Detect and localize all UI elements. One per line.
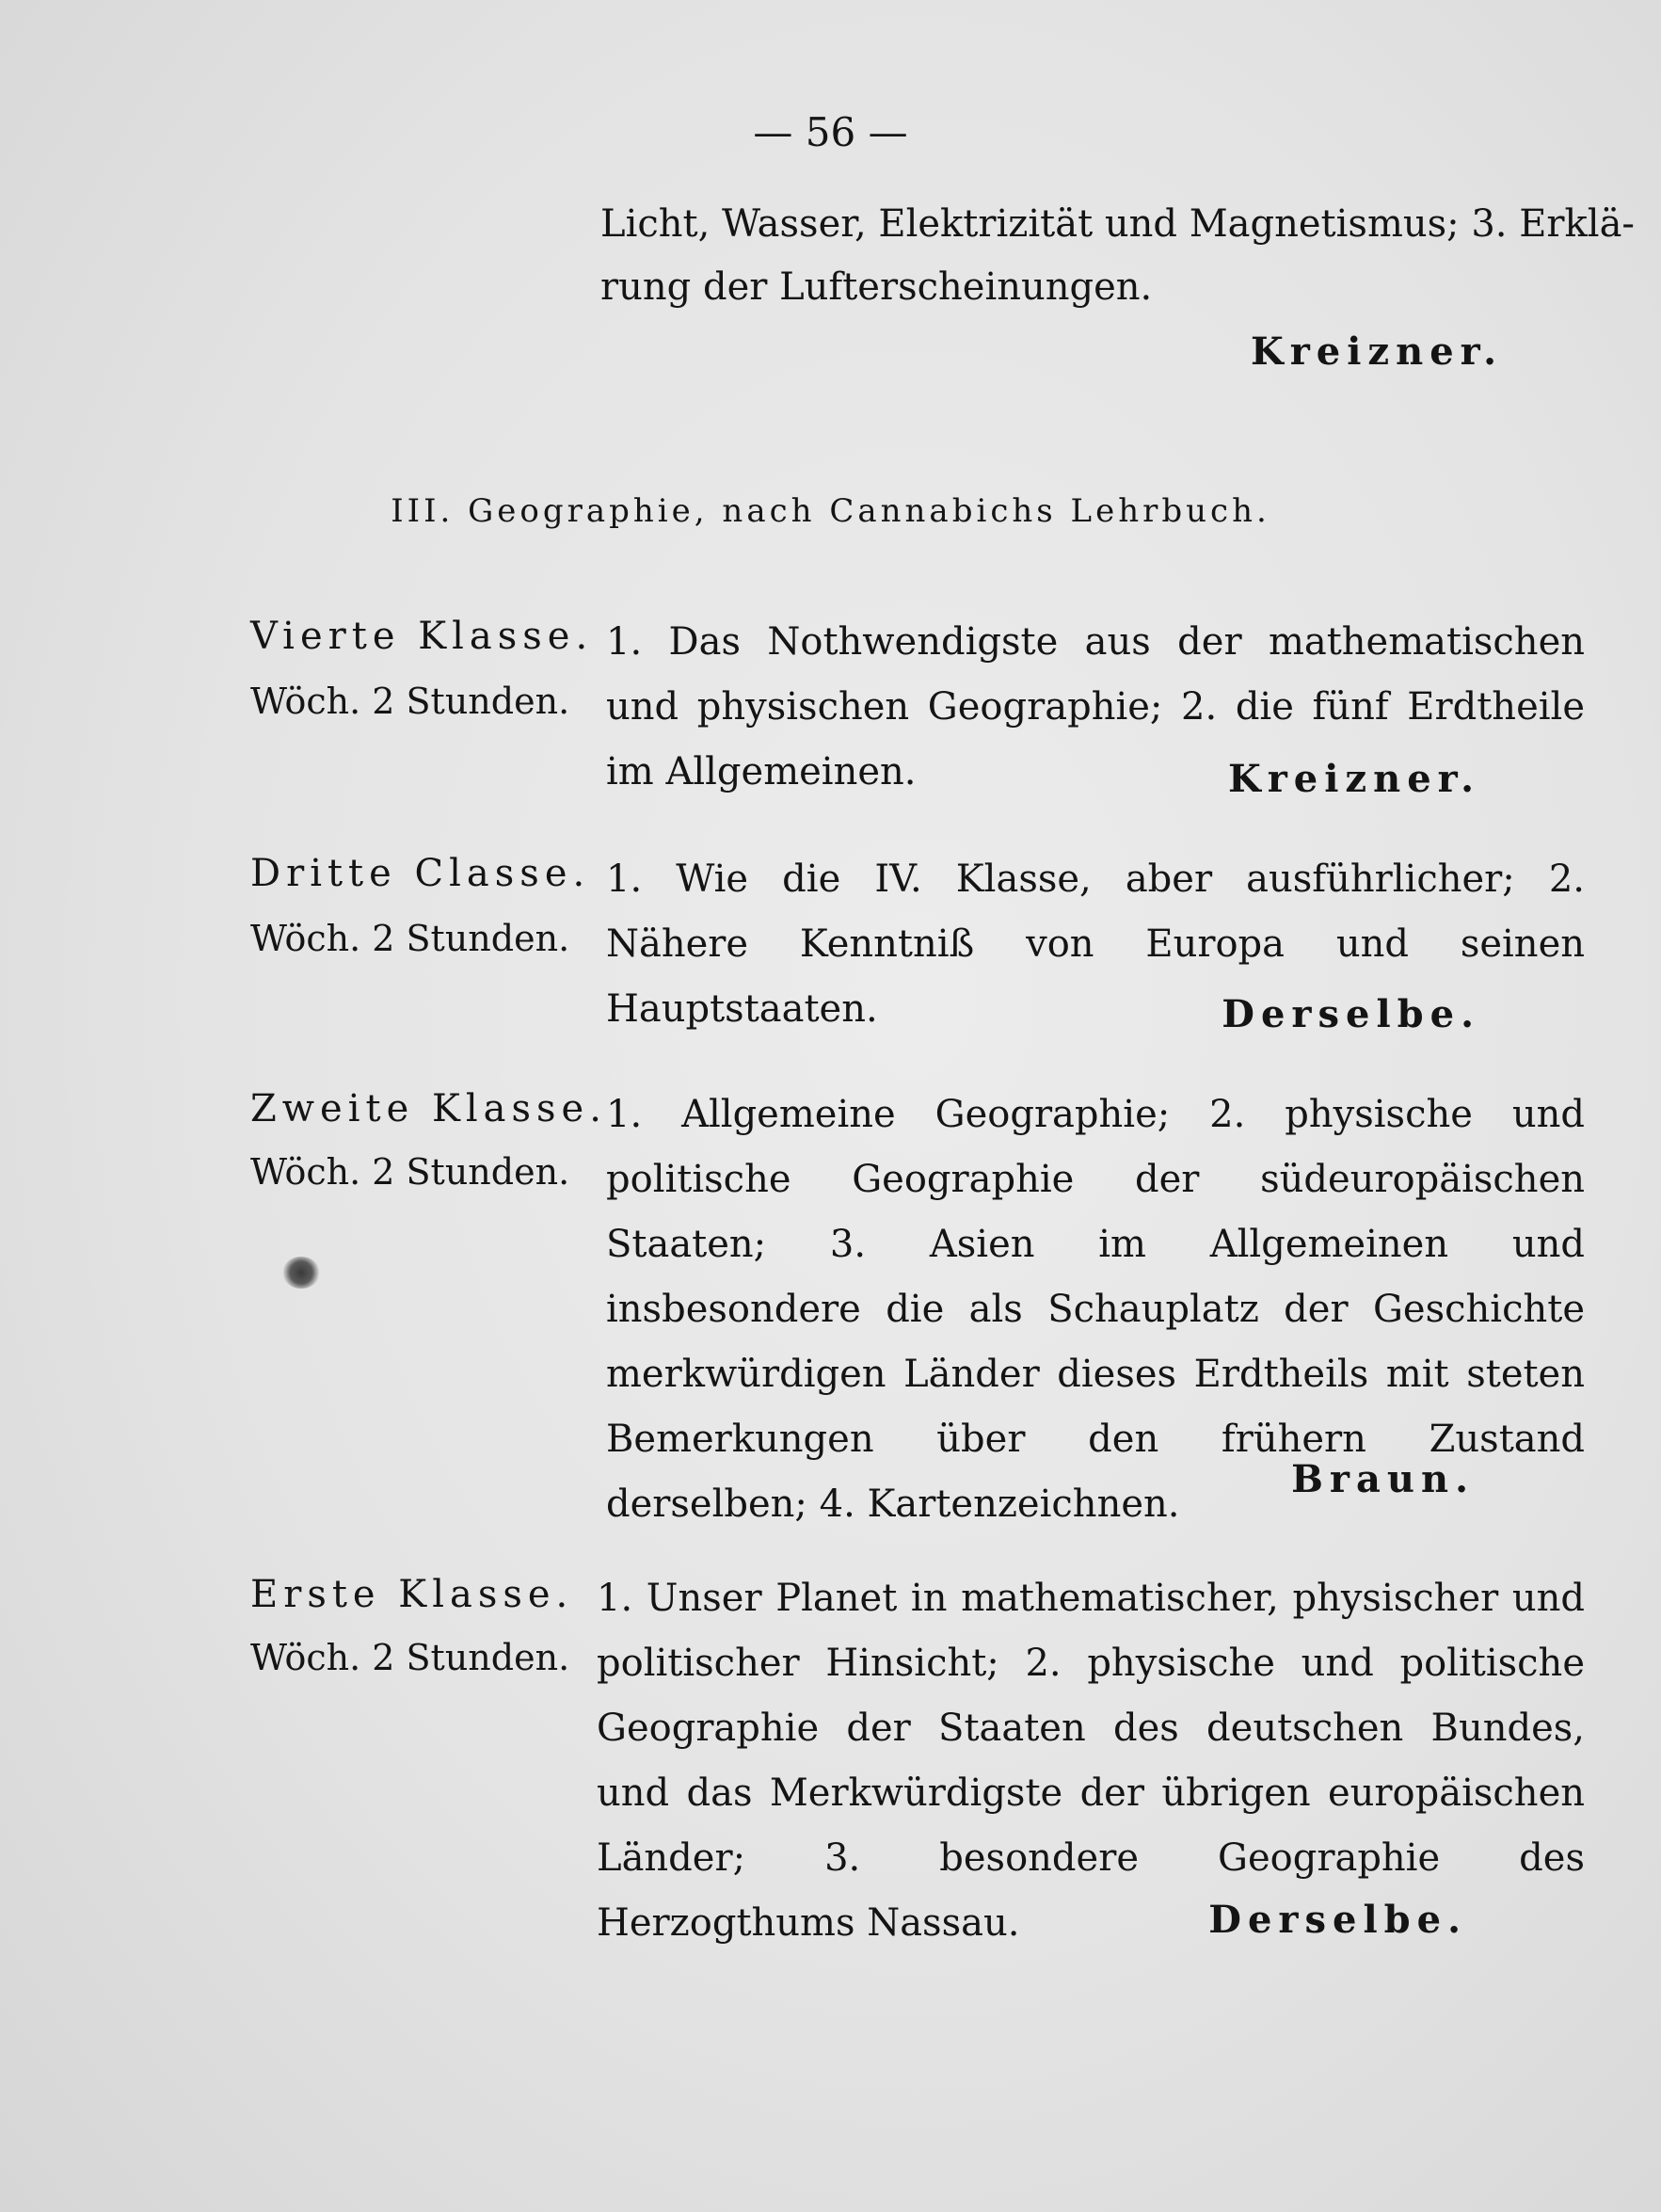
continuation-line-1: Licht, Wasser, Elektrizität und Magnetismus; 3. Erklä- bbox=[600, 202, 1635, 246]
entry-description-erste: 1. Unser Planet in mathematischer, physischer und politischer Hinsicht; 2. physische und politische Geographie der Staaten des deutschen Bundes, und das Merkwürdigste der übrigen europäischen Länder; 3. besondere Geographie des Herzogthums Nassau. bbox=[597, 1577, 1585, 1945]
entry-stunden-vierte: Wöch. 2 Stunden. bbox=[250, 681, 570, 722]
entry-teacher-dritte: Derselbe. bbox=[1222, 992, 1480, 1036]
ink-blot bbox=[282, 1257, 320, 1289]
entry-stunden-erste: Wöch. 2 Stunden. bbox=[250, 1637, 570, 1678]
entry-description-vierte: 1. Das Nothwendigste aus der mathematischen und physischen Geographie; 2. die fünf Erdtheile im Allgemeinen. bbox=[606, 620, 1585, 793]
entry-description-dritte: 1. Wie die IV. Klasse, aber ausführlicher; 2. Nähere Kenntniß von Europa und seinen Hauptstaaten. bbox=[606, 858, 1585, 1031]
entry-klasse-dritte: Dritte Classe. bbox=[250, 852, 591, 895]
continuation-signature: Kreizner. bbox=[1250, 329, 1503, 374]
continuation-line-2: rung der Lufterscheinungen. bbox=[600, 265, 1153, 309]
entry-teacher-zweite: Braun. bbox=[1291, 1457, 1475, 1501]
entry-stunden-dritte: Wöch. 2 Stunden. bbox=[250, 918, 570, 959]
entry-klasse-zweite: Zweite Klasse. bbox=[250, 1087, 607, 1130]
entry-klasse-vierte: Vierte Klasse. bbox=[250, 615, 594, 658]
entry-klasse-erste: Erste Klasse. bbox=[250, 1573, 574, 1616]
section-heading: III. Geographie, nach Cannabichs Lehrbuch. bbox=[391, 492, 1270, 530]
page-number: — 56 — bbox=[753, 109, 908, 155]
entry-teacher-vierte: Kreizner. bbox=[1227, 757, 1480, 801]
entry-description-zweite: 1. Allgemeine Geographie; 2. physische und politische Geographie der südeuropäischen Staaten; 3. Asien im Allgemeinen und insbesondere die als Schauplatz der Geschichte merkwürdigen Länder dieses Erdtheils mit steten Bemerkungen über den frühern Zustand derselben; 4. Kartenzeichnen. bbox=[606, 1093, 1585, 1526]
entry-teacher-erste: Derselbe. bbox=[1208, 1898, 1467, 1942]
entry-stunden-zweite: Wöch. 2 Stunden. bbox=[250, 1151, 570, 1193]
